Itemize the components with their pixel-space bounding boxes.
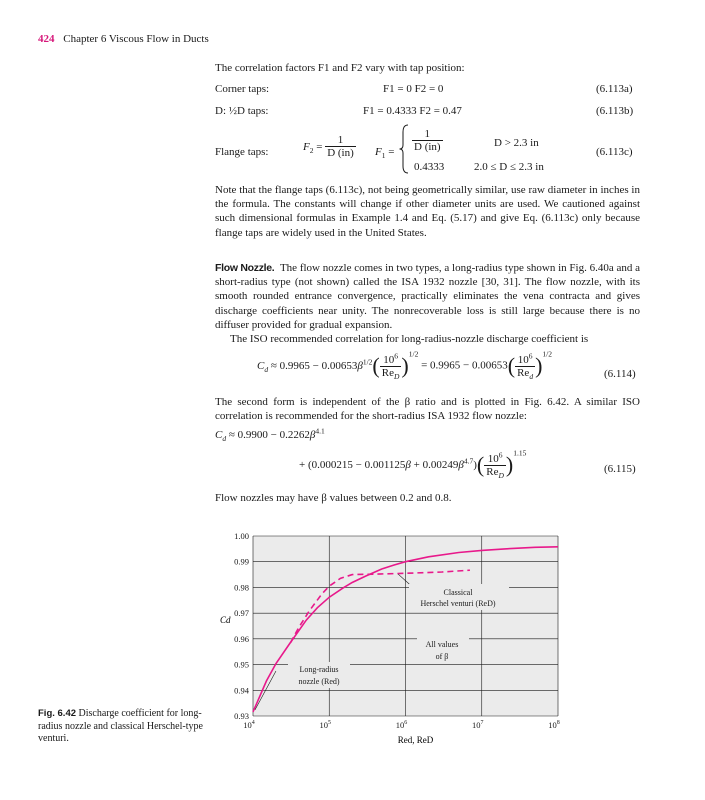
flange-value-2: 0.4333 [414, 161, 445, 173]
y-tick-label: 0.93 [234, 711, 249, 721]
intro-text [215, 61, 465, 75]
figure-caption-text: Discharge coefficient for long-radius nozzle and classical Herschel-type venturi. [38, 708, 203, 744]
y-tick-label: 1.00 [234, 531, 249, 541]
corner-taps-label: Corner taps: [215, 83, 270, 95]
running-header [38, 32, 209, 46]
y-tick-label: 0.98 [234, 582, 249, 593]
flange-f1-symbol: $F_1$ = [375, 146, 395, 161]
chapter-title: Chapter 6 Viscous Flow in Ducts [63, 33, 209, 45]
x-tick-exponent: 5 [328, 720, 331, 726]
x-tick-exponent: 4 [251, 720, 255, 726]
y-tick-label: 0.96 [234, 633, 249, 644]
x-tick-label: $10^6$ [395, 720, 408, 730]
y-tick-label: 0.95 [234, 659, 249, 670]
nozzle-label-line1: Long-radius [299, 665, 339, 674]
beta-label-line2: of β [435, 652, 449, 661]
eq-6-113a-number: (6.113a) [596, 83, 633, 95]
x-tick-exponent: 6 [404, 720, 408, 726]
x-tick-label: $10^8$ [548, 720, 560, 730]
intro-sentence: The correlation factors F1 and F2 vary with tap position: [215, 62, 465, 74]
flange-f2-numerator: 1 [325, 134, 356, 147]
x-tick-label: $10^5$ [319, 720, 331, 730]
flange-f1-numerator: 1 [412, 128, 443, 141]
nozzle-text-4: Flow nozzles may have β values between 0.2 and 0.8. [215, 492, 452, 504]
figure-label: Fig. 6.42 [38, 708, 77, 719]
eq-6-114-number: (6.114) [604, 368, 636, 380]
flange-taps-label: Flange taps: [215, 146, 269, 158]
flange-brace [399, 124, 409, 174]
x-axis-label: Red, ReD [397, 735, 434, 745]
flange-f1-fraction [412, 128, 443, 153]
corner-taps-equation: F1 = 0 F2 = 0 [383, 83, 444, 95]
x-tick-exponent: 7 [480, 720, 484, 726]
eq-6-113b-number: (6.113b) [596, 105, 634, 117]
nozzle-text-3: The second form is independent of the β ratio and is plotted in Fig. 6.42. A similar ISO correlation is recommended for the short-radius ISA 1932 flow nozzle: [215, 396, 640, 423]
eq-6-115-number: (6.115) [604, 463, 636, 475]
equation-6-114: $C_d \approx 0.9965 - 0.00653\beta^{1/2}$( $\frac{10^6}{Re_D}$ )$^{1/2}$ = 0.9965 − 0.00653( $\frac{10^6}{Re_d}$ )$^{1/2}$ [257, 349, 552, 381]
y-tick-labels [234, 531, 250, 721]
d-taps-equation: F1 = 0.4333 F2 = 0.47 [363, 105, 462, 117]
flow-nozzle-heading: Flow Nozzle. [215, 262, 275, 274]
flow-nozzle-text-2: The ISO recommended correlation for long-radius-nozzle discharge coefficient is [230, 333, 589, 346]
y-axis-label: Cd [220, 615, 231, 625]
figure-caption [38, 708, 203, 746]
eq-6-113c-number: (6.113c) [596, 146, 633, 158]
x-tick-exponent: 8 [556, 720, 560, 726]
beta-label-line1: All values [425, 640, 459, 649]
y-tick-label: 0.94 [234, 685, 249, 696]
equation-6-115-line1: $C_d \approx 0.9900 - 0.2262\beta^{4.1}$ [215, 426, 325, 444]
y-tick-label: 0.97 [234, 608, 249, 619]
flow-nozzle-text: The flow nozzle comes in two types, a long-radius type shown in Fig. 6.40a and a short-radius type (not shown) called the ISA 1932 nozzle [30, 31]. The flow nozzle, with its smooth rounded entrance convergence, practically eliminates the vena contracta and gives discharge coefficients near unity. The nonrecoverable loss is still large because there is no diffuser provided for gradual expansion. [215, 262, 641, 331]
flange-f2-expression: $F_2$ = $\frac{1}{D (in)}$ [303, 134, 354, 159]
flange-note-text: Note that the flange taps (6.113c), not being geometrically similar, use raw diameter in inches in the formula. The constants will change if other diameter units are used. We cautioned against such dimensional formulas in Example 1.4 and Eq. (5.17) and give Eq. (6.113c) only because flange taps are widely used in the United States. [215, 184, 640, 239]
flange-f1-denominator: D (in) [414, 141, 441, 153]
flange-condition-2: 2.0 ≤ D ≤ 2.3 in [474, 161, 544, 173]
x-tick-labels [243, 720, 560, 730]
flange-note-paragraph [215, 183, 640, 240]
venturi-label-line2: Herschel venturi (ReD) [420, 599, 496, 608]
x-tick-label: $10^7$ [472, 720, 484, 730]
nozzle-paragraph-2 [215, 395, 640, 423]
nozzle-label-line2: nozzle (Red) [298, 677, 340, 686]
flow-nozzle-paragraph [215, 261, 640, 346]
discharge-coefficient-chart [195, 520, 615, 765]
y-tick-label: 0.99 [234, 556, 249, 567]
d-taps-label: D: ½D taps: [215, 105, 269, 117]
flange-condition-1: D > 2.3 in [494, 137, 539, 149]
flange-f2-denominator: D (in) [327, 147, 354, 159]
equation-6-115-line2: + $(0.000215 - 0.001125\beta + 0.00249\beta^{4.7})$( $\frac{10^6}{Re_D}$ )$^{1.15}$ [299, 448, 527, 480]
x-tick-label: $10^4$ [243, 720, 255, 730]
venturi-label-line1: Classical [443, 588, 473, 597]
page-number: 424 [38, 33, 55, 45]
